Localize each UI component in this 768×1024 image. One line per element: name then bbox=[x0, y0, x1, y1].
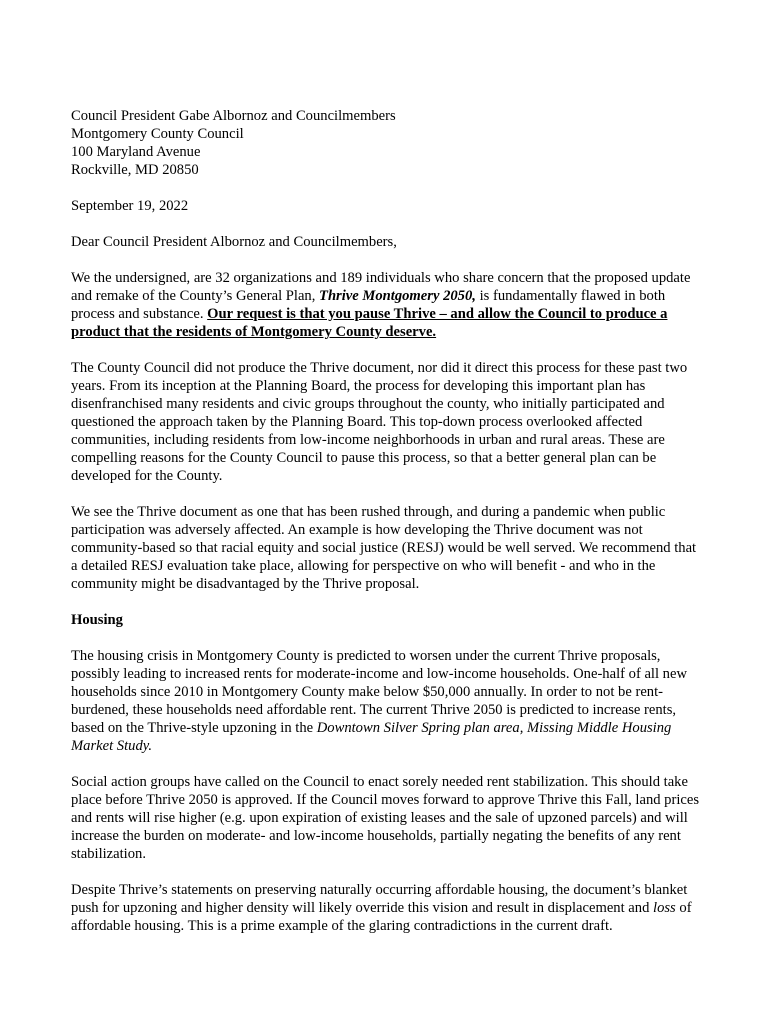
spacer bbox=[71, 179, 701, 197]
paragraph-process: The County Council did not produce the Thrive document, nor did it direct this process for these past two years. From its inception at the Planning Board, the process for developing this important plan has disenfranchised many residents and civic groups throughout the county, who initially participated and questioned the approach taken by the Planning Board. This top-down process overlooked affected communities, including residents from low-income neighborhoods in urban and rural areas. These are compelling reasons for the County Council to pause this process, so that a better general plan can be developed for the County. bbox=[71, 360, 688, 484]
recipient-address bbox=[71, 107, 701, 179]
salutation: Dear Council President Albornoz and Councilmembers, bbox=[71, 234, 397, 250]
letter-date: September 19, 2022 bbox=[71, 198, 189, 214]
address-line-4: Rockville, MD 20850 bbox=[71, 162, 199, 178]
intro-text-a: We the undersigned, are 32 organizations and 189 individuals who share concern that the proposed update and remake of the County’s General Plan, bbox=[71, 270, 691, 304]
housing-p3-text-b: of affordable housing. This is a prime example of the glaring contradictions in the current draft. bbox=[71, 900, 692, 934]
plan-name: Thrive Montgomery 2050, bbox=[319, 288, 476, 304]
paragraph-resj: We see the Thrive document as one that has been rushed through, and during a pandemic when public participation was adversely affected. An example is how developing the Thrive document was not community-based so that racial equity and social justice (RESJ) would be well served. We recommend that a detailed RESJ evaluation take place, allowing for perspective on who will benefit - and who in the community might be disadvantaged by the Thrive proposal. bbox=[71, 504, 697, 592]
pause-request: Our request is that you pause Thrive – and allow the Council to produce a product that the residents of Montgomery County deserve. bbox=[71, 306, 668, 340]
housing-p3-text-a: Despite Thrive’s statements on preserving naturally occurring affordable housing, the document’s blanket push for upzoning and higher density will likely override this vision and result in displacement and bbox=[71, 882, 688, 916]
housing-paragraph-3 bbox=[71, 881, 701, 935]
housing-paragraph-1 bbox=[71, 647, 701, 755]
address-line-1: Council President Gabe Albornoz and Councilmembers bbox=[71, 108, 396, 124]
housing-p1-text: The housing crisis in Montgomery County is predicted to worsen under the current Thrive proposals, possibly leading to increased rents for moderate-income and low-income households. One-half of all new households since 2010 in Montgomery County make below $50,000 annually. In order to not be rent-burdened, these households need affordable rent. The current Thrive 2050 is predicted to increase rents, based on the Thrive-style upzoning in the bbox=[71, 648, 687, 736]
address-line-3: 100 Maryland Avenue bbox=[71, 144, 201, 160]
intro-paragraph bbox=[71, 269, 701, 341]
letter-page bbox=[71, 107, 701, 953]
housing-p3-loss: loss bbox=[653, 900, 676, 916]
housing-study-title: Downtown Silver Spring plan area, Missing Middle Housing Market Study. bbox=[71, 720, 672, 754]
address-line-2: Montgomery County Council bbox=[71, 126, 244, 142]
intro-text-b: is fundamentally flawed in both process and substance. bbox=[71, 288, 666, 322]
housing-heading: Housing bbox=[71, 612, 123, 628]
housing-paragraph-2: Social action groups have called on the Council to enact sorely needed rent stabilization. This should take place before Thrive 2050 is approved. If the Council moves forward to approve Thrive this Fall, land prices and rents will rise higher (e.g. upon expiration of existing leases and the sale of upzoned parcels) and will increase the burden on moderate- and low-income households, partially negating the benefits of any rent stabilization. bbox=[71, 774, 700, 862]
